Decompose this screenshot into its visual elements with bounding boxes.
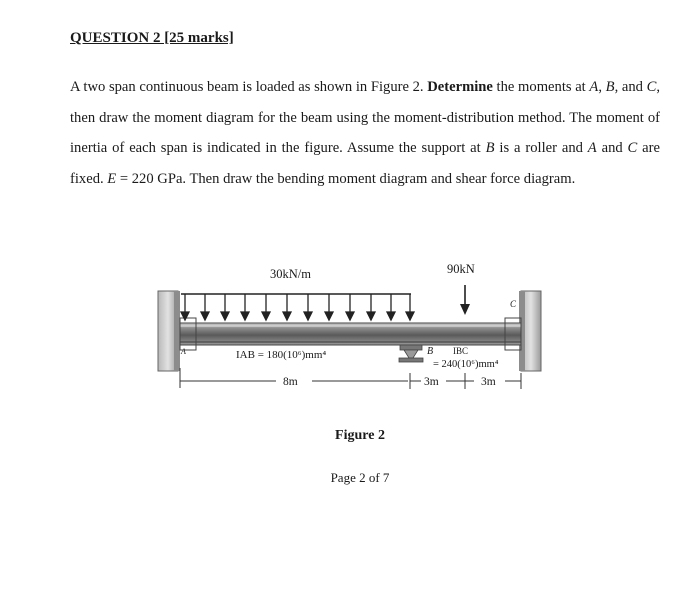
distributed-load [181,294,414,320]
fixed-support-a [158,291,180,371]
dim-bd-label: 3m [424,376,439,388]
roller-support-b [399,345,423,362]
dim-ab-label: 8m [283,376,298,388]
label-b: B [427,346,434,357]
label-c: C [510,299,517,309]
fixed-support-c [519,291,541,371]
dimension-line [180,368,521,389]
dim-dc-label: 3m [481,376,496,388]
ibc-label: IBC [453,346,469,356]
question-text: A two span continuous beam is loaded as shown in Figure 2. Determine the moments at A, B, and C, then draw the moment diagram for the beam using the moment-distribution method. The moment of inertia of each span is indicated in the figure. Assume the support at B is a roller and A and C are fixed. E = 220 GPa. Then draw the bending moment diagram and shear force diagram. [70,79,660,187]
ibc-value: = 240(10⁶)mm⁴ [433,359,499,370]
udl-label: 30kN/m [270,267,311,281]
beam [180,318,521,350]
figure-caption: Figure 2 [335,428,385,443]
page-number: Page 2 of 7 [330,470,390,485]
label-a: A [181,347,186,356]
question-title: QUESTION 2 [25 marks] [70,30,234,46]
point-load-label: 90kN [447,262,475,276]
iab-label: IAB = 180(10⁶)mm⁴ [236,349,327,361]
point-load-arrow [460,285,470,315]
